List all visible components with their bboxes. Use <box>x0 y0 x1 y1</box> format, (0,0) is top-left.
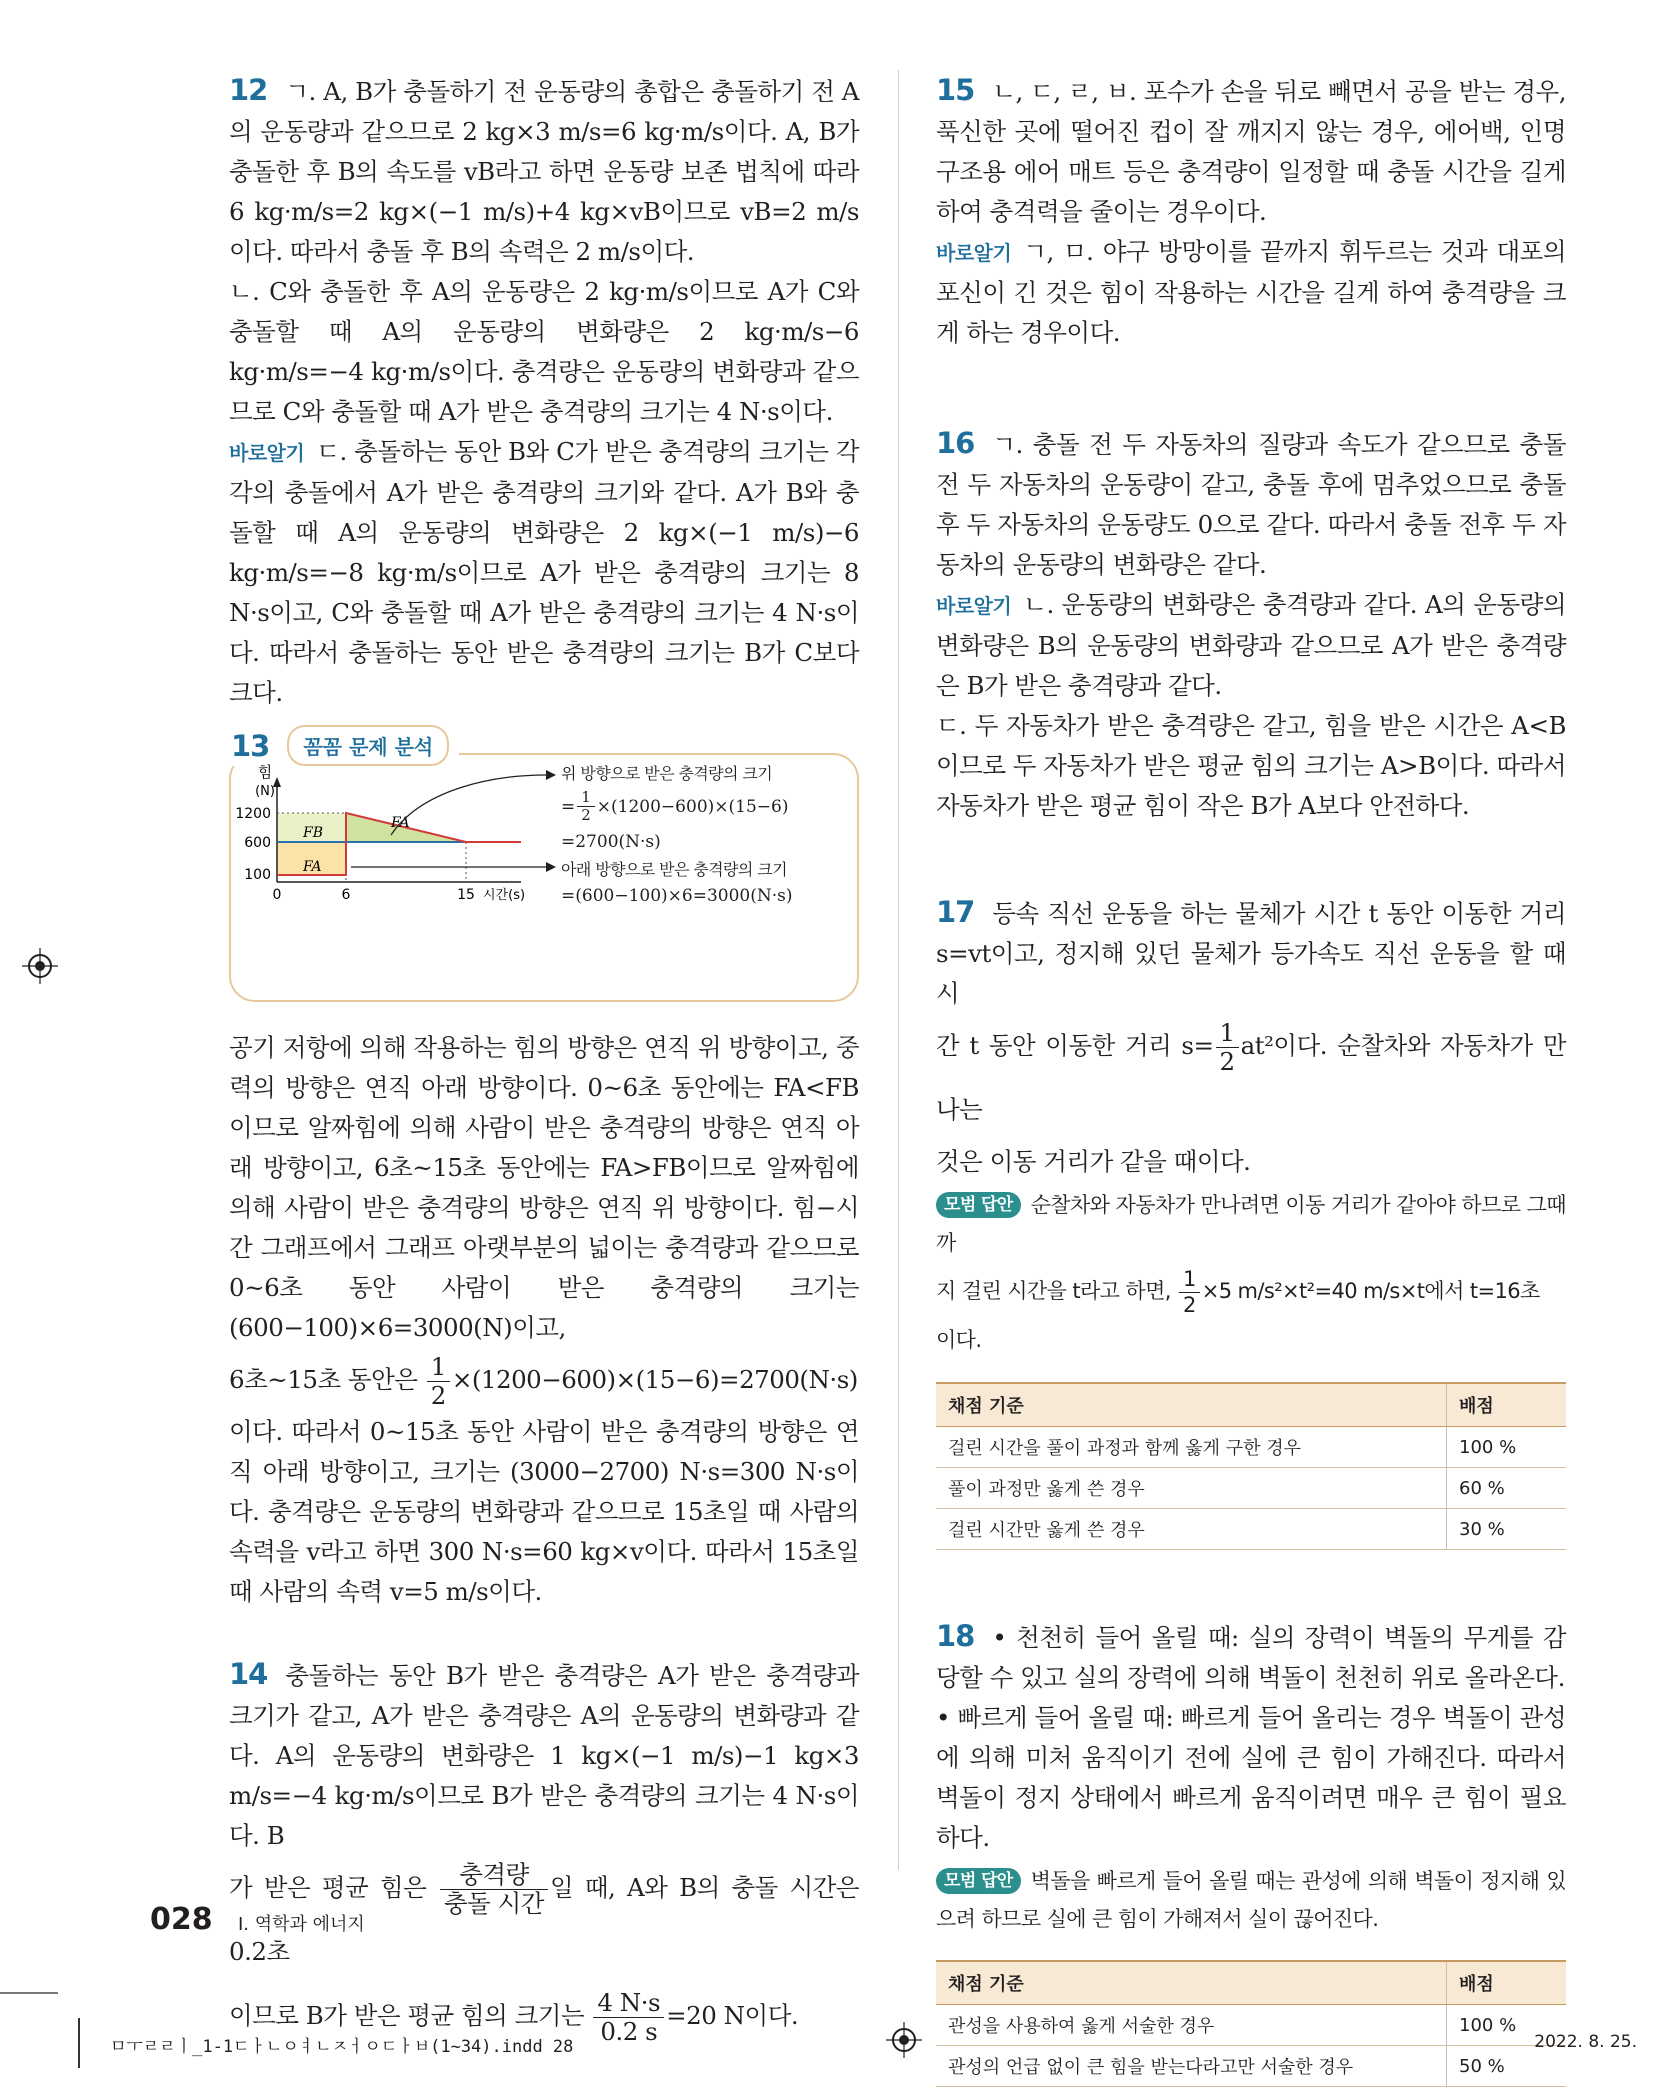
table-row <box>936 1468 1566 1509</box>
down-eq: =(600−100)×6=3000(N·s) <box>561 886 793 906</box>
up-eq-suffix: ×(1200−600)×(15−6) <box>596 796 789 817</box>
analysis-box <box>229 728 859 1002</box>
x-tick-0: 0 <box>272 887 282 903</box>
table-row <box>936 1427 1566 1468</box>
up-eq-result: =2700(N·s) <box>561 831 661 852</box>
scoring-table <box>936 1382 1566 1550</box>
analysis-pill: 꼼꼼 문제 분석 <box>287 725 449 766</box>
question-13 <box>229 728 859 1612</box>
correction-text: ㄱ, ㅁ. 야구 방망이를 끝까지 휘두르는 것과 대포의 포신이 긴 것은 힘이 작용하는 시간을 길게 하여 충격량을 크게 하는 경우이다. <box>936 237 1566 347</box>
table-cell: 100 % <box>1447 1427 1567 1468</box>
table-header: 채점 기준 <box>936 1383 1447 1427</box>
table-header: 채점 기준 <box>936 1961 1447 2005</box>
explanation-text: 충돌하는 동안 B가 받은 충격량은 A가 받은 충격량과 크기가 같고, A가 받은 충격량은 A의 운동량의 변화량과 같다. A의 운동량의 변화량은 1 kg×(−1 m/s)−1 kg×3 m/s=−4 kg·m/s이므로 B가 받은 충격량의 크기는 4 N·s이다. B <box>229 1661 859 1850</box>
question-number: 17 <box>936 895 975 929</box>
question-number: 14 <box>229 1657 268 1691</box>
up-impulse-title: 위 방향으로 받은 충격량의 크기 <box>561 764 773 783</box>
explanation-text: 가 받은 평균 힘은 <box>229 1873 427 1902</box>
model-answer-text: 순찰차와 자동차가 만나려면 이동 거리가 같아야 하므로 그때까 <box>936 1193 1566 1255</box>
label-fa-top: FA <box>391 815 410 831</box>
table-header-row <box>936 1383 1566 1427</box>
table-cell: 걸린 시간만 옳게 쓴 경우 <box>936 1509 1447 1550</box>
question-17 <box>936 892 1566 1550</box>
arrow-up-impulse <box>391 775 546 835</box>
explanation-text: 6초~15초 동안은 <box>229 1365 418 1394</box>
y-tick-600: 600 <box>244 835 271 851</box>
model-answer-label: 모범 답안 <box>936 1192 1021 1218</box>
explanation-text: ×(1200−600)×(15−6)=2700(N·s) <box>451 1365 858 1394</box>
down-impulse-note <box>561 857 792 909</box>
arrow-down-head <box>546 862 556 872</box>
right-column <box>936 70 1566 2087</box>
model-answer-text: 지 걸린 시간을 t라고 하면, <box>936 1279 1171 1303</box>
fraction: $\frac{1}{2}$ <box>427 1353 450 1410</box>
table-cell: 풀이 과정만 옳게 쓴 경우 <box>936 1468 1447 1509</box>
explanation-text: =20 N이다. <box>666 2001 799 2030</box>
table-row <box>936 1509 1566 1550</box>
registration-mark-icon <box>22 948 58 984</box>
explanation-text: 이므로 B가 받은 평균 힘의 크기는 <box>229 2001 585 2030</box>
explanation-text: • 천천히 들어 올릴 때: 실의 장력이 벽돌의 무게를 감당할 수 있고 실의 장력에 의해 벽돌이 천천히 위로 올라온다. <box>936 1623 1566 1692</box>
print-file-name: ㅁㅜㄹㄹㅣ_1-1ㄷㅏㄴㅇㅕㄴㅈㅓㅇㄷㅏㅂ(1~34).indd 28 <box>110 2037 574 2057</box>
model-answer-text: 벽돌을 빠르게 들어 올릴 때는 관성에 의해 벽돌이 정지해 있으려 하므로 실에 큰 힘이 가해져서 실이 끊어진다. <box>936 1869 1566 1931</box>
explanation-text: 공기 저항에 의해 작용하는 힘의 방향은 연직 위 방향이고, 중력의 방향은 연직 아래 방향이다. 0~6초 동안에는 FA<FB이므로 알짜힘에 의해 사람이 받은 충격량의 방향은 연직 아래 방향이고, 6초~15초 동안에는 FA>FB이므로 알짜힘에 의해 사람이 받은 충격량의 방향은 연직 위 방향이다. 힘−시간 그래프에서 그래프 아랫부분의 넓이는 충격량과 같으므로 0~6초 동안 사람이 받은 충격량의 크기는 (600−100)×6=3000(N)이고, <box>229 1033 859 1342</box>
table-header: 배점 <box>1447 1961 1567 2005</box>
explanation-text: 이다. 따라서 0~15초 동안 사람이 받은 충격량의 방향은 연직 아래 방향이고, 크기는 (3000−2700) N·s=300 N·s이다. 충격량은 운동량의 변화량과 같으므로 15초일 때 사람의 속력을 v라고 하면 300 N·s=60 kg×v이다. 따라서 15초일 때 사람의 속력 v=5 m/s이다. <box>229 1417 859 1606</box>
question-number: 16 <box>936 426 975 460</box>
explanation-text: 등속 직선 운동을 하는 물체가 시간 t 동안 이동한 거리 s=vt이고, 정지해 있던 물체가 등가속도 직선 운동을 할 때 시 <box>936 899 1566 1008</box>
column-divider <box>898 70 899 1870</box>
explanation-text: ㄴ, ㄷ, ㄹ, ㅂ. 포수가 손을 뒤로 빼면서 공을 받는 경우, 푹신한 곳에 떨어진 컵이 잘 깨지지 않는 경우, 에어백, 인명 구조용 에어 매트 등은 충격량이 일정할 때 충돌 시간을 길게 하여 충격력을 줄이는 경우이다. <box>936 77 1566 226</box>
fraction: $\frac{\text{충격량}}{\text{충돌 시간}}$ <box>440 1861 548 1918</box>
fraction: $\frac{1}{2}$ <box>1216 1019 1239 1076</box>
y-label-unit: (N) <box>255 784 275 799</box>
explanation-text: 것은 이동 거리가 같을 때이다. <box>936 1147 1251 1176</box>
y-tick-1200: 1200 <box>235 806 271 822</box>
explanation-text: ㄱ. A, B가 충돌하기 전 운동량의 총합은 충돌하기 전 A의 운동량과 같으므로 2 kg×3 m/s=6 kg·m/s이다. A, B가 충돌한 후 B의 속도를 vB라고 하면 운동량 보존 법칙에 따라 6 kg·m/s=2 kg×(−1 m/s)+4 kg×vB이므로 vB=2 m/s이다. 따라서 충돌 후 B의 속력은 2 m/s이다. <box>229 77 859 266</box>
explanation-text: ㄷ. 두 자동차가 받은 충격량은 같고, 힘을 받은 시간은 A<B이므로 두 자동차가 받은 평균 힘의 크기는 A>B이다. 따라서 자동차가 받은 평균 힘이 작은 B가 A보다 안전하다. <box>936 711 1566 820</box>
table-cell: 관성의 언급 없이 큰 힘을 받는다라고만 서술한 경우 <box>936 2046 1447 2087</box>
correction-label: 바로알기 <box>229 441 305 465</box>
print-marker <box>78 2018 80 2068</box>
question-18 <box>936 1616 1566 2087</box>
table-cell: 100 % <box>1447 2005 1567 2046</box>
explanation-text: ㄱ. 충돌 전 두 자동차의 질량과 속도가 같으므로 충돌 전 두 자동차의 운동량이 같고, 충돌 후에 멈추었으므로 충돌 후 두 자동차의 운동량도 0으로 같다. 따라서 충돌 전후 두 자동차의 운동량의 변화량은 같다. <box>936 430 1566 579</box>
y-label-force: 힘 <box>257 763 273 781</box>
correction-text: ㄴ. 운동량의 변화량은 충격량과 같다. A의 운동량의 변화량은 B의 운동량의 변화량과 같으므로 A가 받은 충격량은 B가 받은 충격량과 같다. <box>936 590 1566 700</box>
table-cell: 60 % <box>1447 1468 1567 1509</box>
up-eq-prefix: = <box>561 796 576 817</box>
table-header: 배점 <box>1447 1383 1567 1427</box>
correction-label: 바로알기 <box>936 241 1012 265</box>
x-tick-15: 15 <box>457 887 475 903</box>
y-tick-100: 100 <box>244 867 271 883</box>
table-row <box>936 2046 1566 2087</box>
question-12 <box>229 70 859 713</box>
table-cell: 관성을 사용하여 옳게 서술한 경우 <box>936 2005 1447 2046</box>
correction-label: 바로알기 <box>936 594 1012 618</box>
fraction: $\frac{4 N\cdot s}{0.2 s}$ <box>593 1989 664 2046</box>
registration-mark-icon <box>886 2022 922 2058</box>
question-number: 12 <box>229 73 268 107</box>
table-cell: 30 % <box>1447 1509 1567 1550</box>
up-eq-fraction: $\frac{1}{2}$ <box>577 789 595 825</box>
explanation-text: • 빠르게 들어 올릴 때: 빠르게 들어 올리는 경우 벽돌이 관성에 의해 미처 움직이기 전에 실에 큰 힘이 가해진다. 따라서 벽돌이 정지 상태에서 빠르게 움직이려면 매우 큰 힘이 필요하다. <box>936 1703 1566 1852</box>
chapter-title: I. 역학과 에너지 <box>238 1914 365 1935</box>
footer-rule <box>0 1992 58 1994</box>
table-row <box>936 2005 1566 2046</box>
model-answer-label: 모범 답안 <box>936 1868 1021 1894</box>
arrow-up-head <box>546 770 556 780</box>
question-15 <box>936 70 1566 353</box>
table-header-row <box>936 1961 1566 2005</box>
model-answer-text: 이다. <box>936 1328 982 1352</box>
label-fa-bottom: FA <box>303 859 322 875</box>
question-number: 18 <box>936 1619 975 1653</box>
model-answer-text: ×5 m/s²×t²=40 m/s×t에서 t=16초 <box>1201 1279 1540 1303</box>
question-14 <box>229 1654 859 2048</box>
explanation-text: 간 t 동안 이동한 거리 s= <box>936 1031 1214 1060</box>
table-cell: 걸린 시간을 풀이 과정과 함께 옳게 구한 경우 <box>936 1427 1447 1468</box>
page-number: 028 <box>150 1902 213 1937</box>
left-column <box>229 70 859 2048</box>
x-axis-label: 시간(s) <box>483 888 526 903</box>
question-number: 13 <box>231 728 270 763</box>
explanation-text: at²이다. 순찰차와 자동차가 만나는 <box>936 1031 1566 1124</box>
explanation-text: ㄴ. C와 충돌한 후 A의 운동량은 2 kg·m/s이므로 A가 C와 충돌할 때 A의 운동량의 변화량은 2 kg·m/s−6 kg·m/s=−4 kg·m/s이다. 충격량은 운동량의 변화량과 같으므로 C와 충돌할 때 A가 받은 충격량의 크기는 4 N·s이다. <box>229 277 859 426</box>
table-cell: 50 % <box>1447 2046 1567 2087</box>
question-16 <box>936 423 1566 826</box>
label-fb: FB <box>303 825 324 841</box>
print-date: 2022. 8. 25. <box>1534 2032 1637 2052</box>
scoring-table <box>936 1960 1566 2087</box>
x-tick-6: 6 <box>341 887 351 903</box>
down-impulse-title: 아래 방향으로 받은 충격량의 크기 <box>561 860 787 879</box>
explanation-text: 일 때, A와 B의 충돌 시간은 0.2초 <box>229 1873 859 1966</box>
correction-text: ㄷ. 충돌하는 동안 B와 C가 받은 충격량의 크기는 각각의 충돌에서 A가 받은 충격량의 크기와 같다. A가 B와 충돌할 때 A의 운동량의 변화량은 2 kg×(−1 m/s)−6 kg·m/s=−8 kg·m/s이므로 A가 받은 충격량의 크기는 8 N·s이고, C와 충돌할 때 A가 받은 충격량의 크기는 4 N·s이다. 따라서 충돌하는 동안 받은 충격량의 크기는 B가 C보다 크다. <box>229 437 859 707</box>
up-impulse-note <box>561 763 788 853</box>
fraction: $\frac{1}{2}$ <box>1179 1267 1200 1316</box>
question-number: 15 <box>936 73 975 107</box>
